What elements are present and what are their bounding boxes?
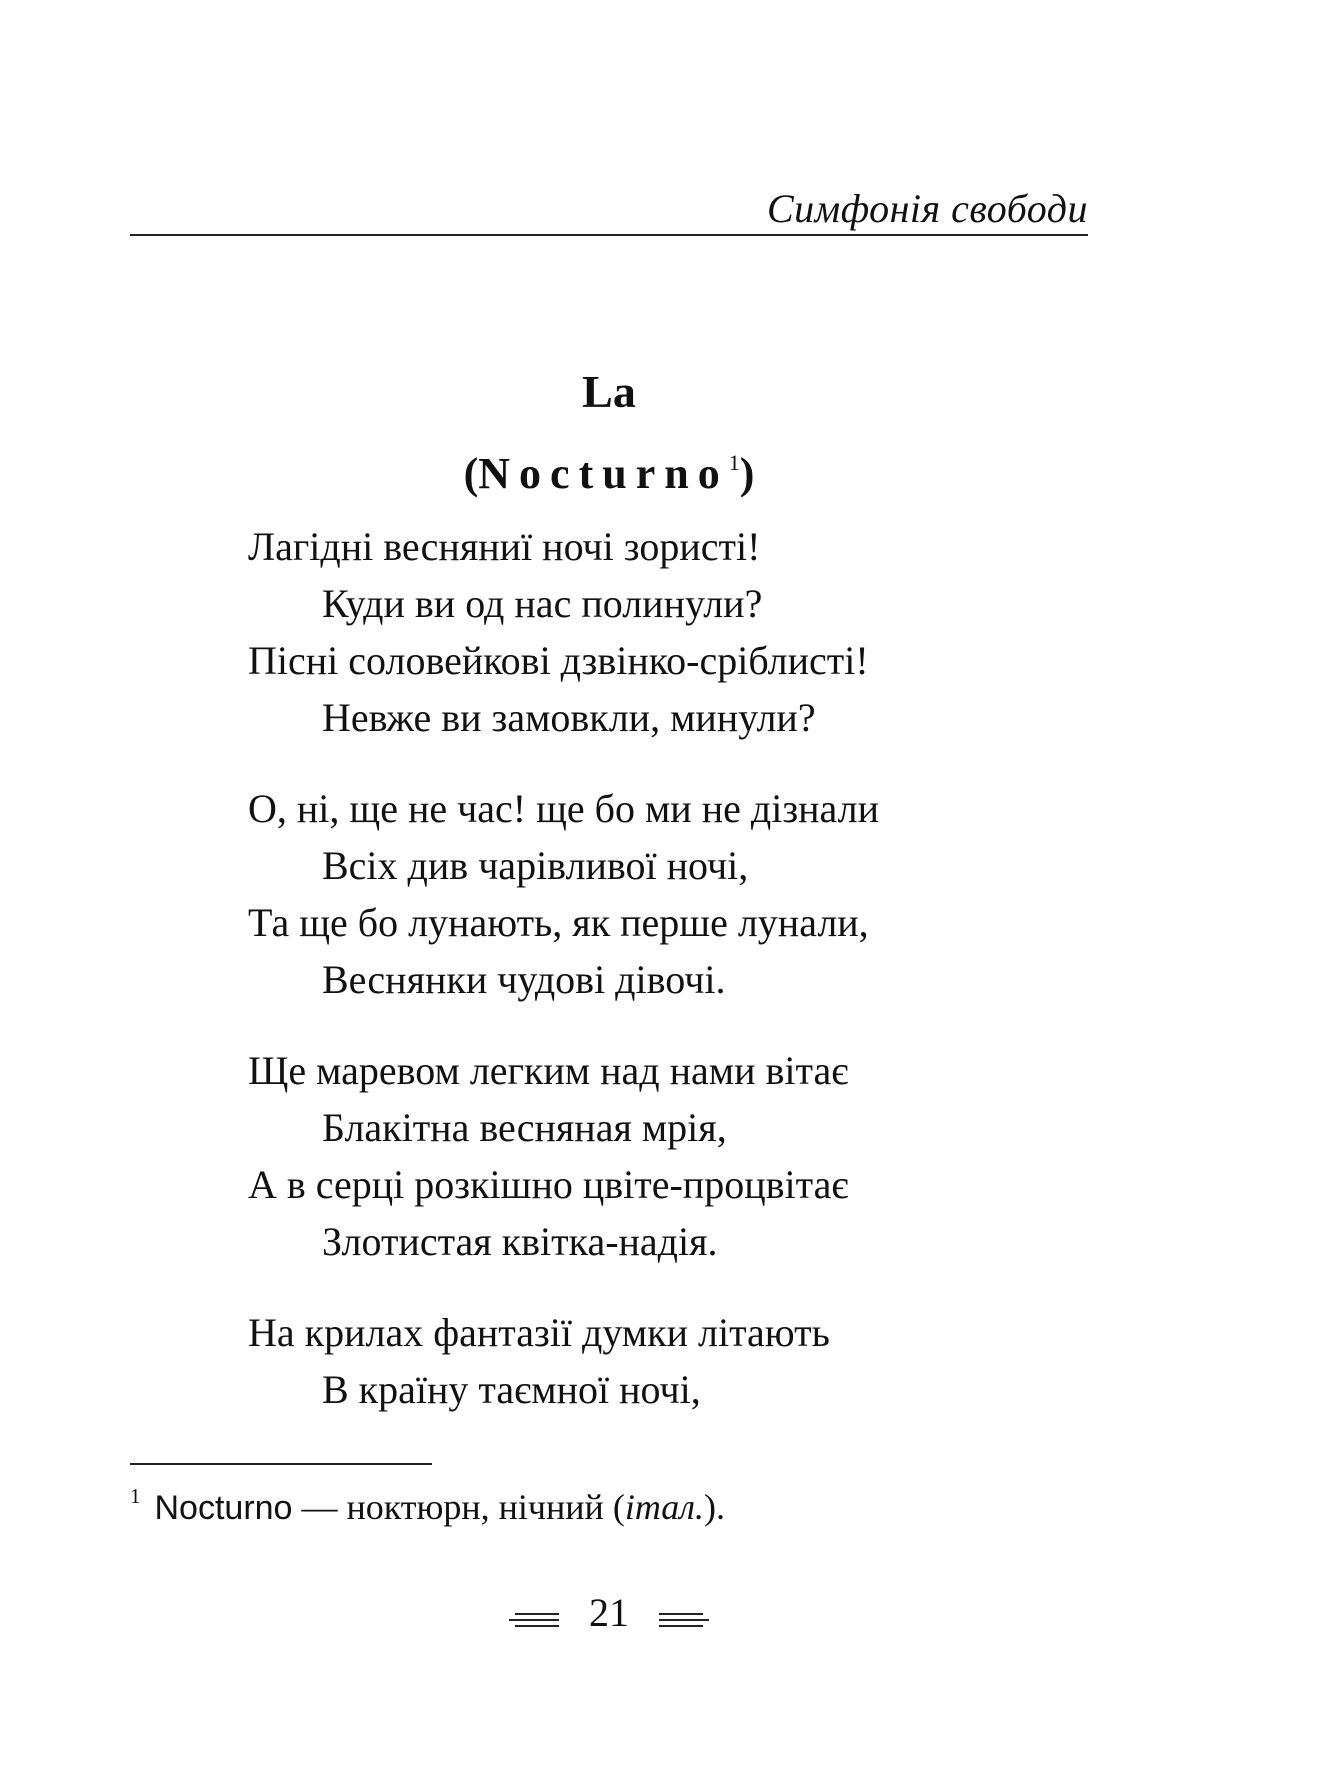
poem-line: Блакітна весняная мрія, [322,1105,727,1150]
ornament-left-icon [505,1592,563,1642]
footnote-definition: — ноктюрн, нічний ( [292,1487,625,1527]
stanza-4 [248,1304,1088,1418]
subtitle-close-paren: ) [739,449,755,498]
footnote-mark: 1 [130,1484,141,1508]
footnote-reference[interactable]: 1 [728,450,740,475]
page-number: 21 [589,1590,629,1635]
poem-line: В країну таємної ночі, [322,1367,701,1412]
poem-line: На крилах фантазії думки літають [248,1310,830,1355]
poem-line: Ще маревом легким над нами вітає [248,1048,849,1093]
stanza-3 [248,1042,1088,1270]
poem-line: Злотистая квітка-надія. [322,1219,718,1264]
poem-title: La [582,366,636,417]
ornament-right-icon [655,1592,713,1642]
poem-line: А в серці розкішно цвіте-процвітає [248,1162,849,1207]
footnote [130,1483,1088,1532]
footnote-language: італ. [624,1487,704,1527]
poem-body [248,518,1088,1452]
stanza-1 [248,518,1088,746]
subtitle-word: Nocturno [478,449,729,498]
footnote-rule [130,1463,432,1465]
poem-line: Всіх див чарівливої ночі, [322,843,749,888]
poem-line: Лагідні весняниї ночі зористі! [248,524,761,569]
poem-line: О, ні, ще не час! ще бо ми не дізнали [248,786,879,831]
header-rule [130,234,1088,236]
poem-line: Пісні соловейкові дзвінко-сріблисті! [248,638,869,683]
poem-line: Та ще бо лунають, як перше лунали, [248,900,869,945]
stanza-2 [248,780,1088,1008]
subtitle-open-paren: ( [463,449,479,498]
poem-line: Невже ви замовкли, минули? [322,695,816,740]
poem-line: Веснянки чудові дівочі. [322,957,726,1002]
footnote-term: Nocturno [154,1489,293,1527]
poem-line: Куди ви од нас полинули? [322,581,763,626]
running-header: Симфонія свободи [767,186,1088,231]
page-number-block [130,1588,1088,1642]
footnote-closing: ). [703,1487,725,1527]
poem-subtitle [130,446,1088,502]
